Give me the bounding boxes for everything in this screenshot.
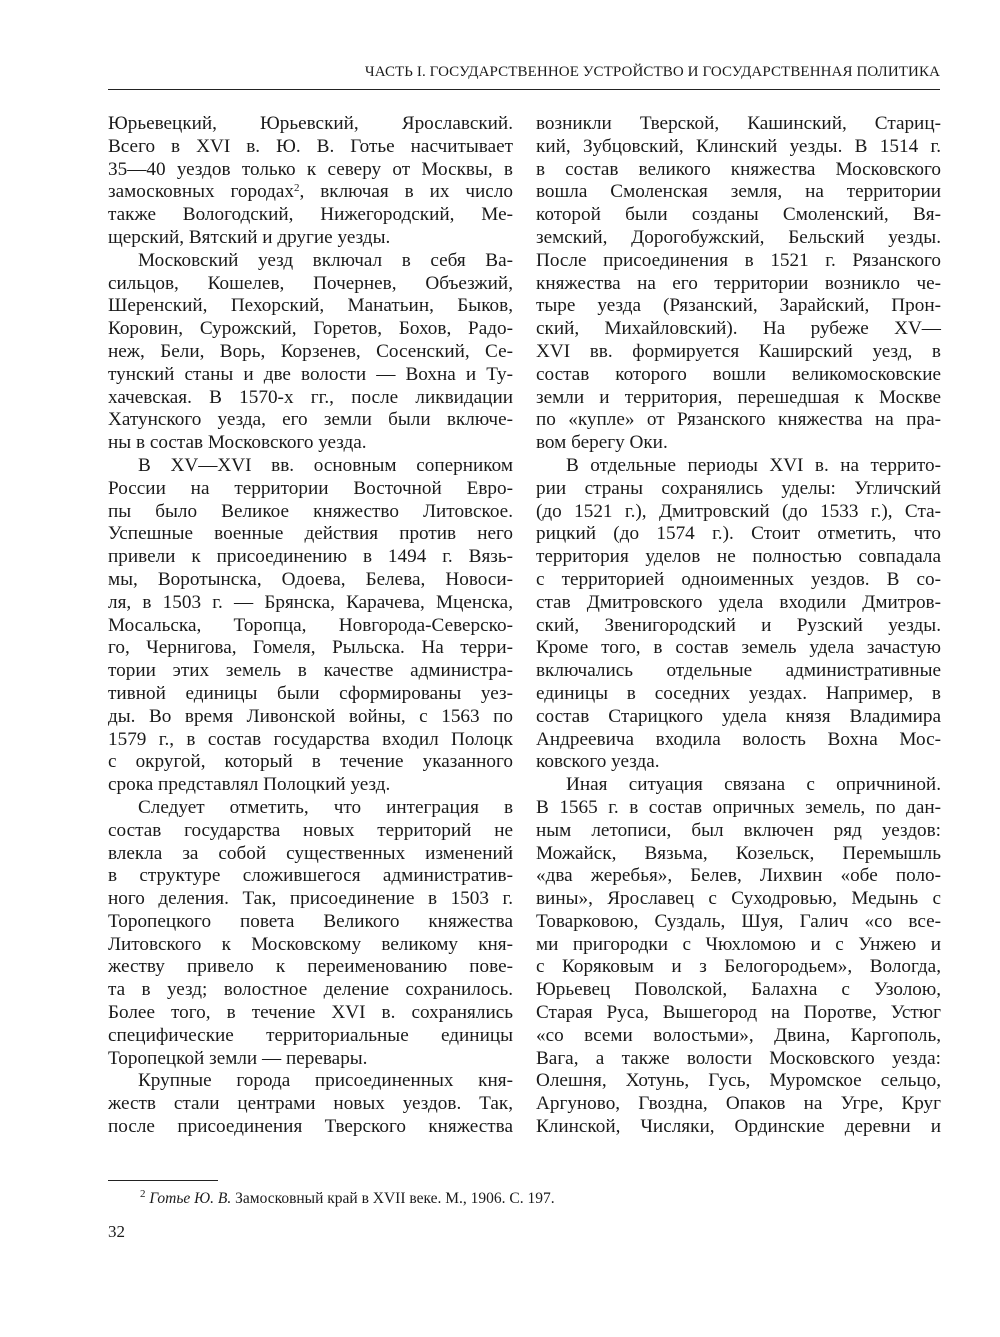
text-fragment: , включая в их число <box>299 181 513 203</box>
text-line <box>536 683 941 706</box>
text-line <box>108 1002 513 1025</box>
text-line <box>536 911 941 934</box>
line-text: ский, Михайловский). На рубеже XV— <box>536 318 941 340</box>
footnote-reference: 2 <box>293 182 300 195</box>
text-line <box>108 774 513 797</box>
footnote-author: Готье Ю. В. <box>149 1190 232 1207</box>
line-text: влекла за собой существенных изменений <box>108 842 513 864</box>
text-line <box>536 227 941 250</box>
running-header: ЧАСТЬ I. ГОСУДАРСТВЕННОЕ УСТРОЙСТВО И ГОСУДАРСТВЕННАЯ ПОЛИТИКА <box>364 64 940 80</box>
text-line <box>108 888 513 911</box>
text-line <box>536 387 941 410</box>
text-fragment: замосковных городах <box>108 181 294 203</box>
line-text: Юрьевецкий, Юрьевский, Ярославский. <box>108 113 513 134</box>
text-line <box>108 751 513 774</box>
line-text: вом берегу Оки. <box>536 432 668 454</box>
line-text: ми пригородки с Чюхломою и с Унжею и <box>536 933 941 955</box>
line-text: го, Чернигова, Гомеля, Рыльска. На терри- <box>108 637 513 659</box>
text-line <box>536 592 941 615</box>
text-line <box>536 956 941 979</box>
text-line <box>108 592 513 615</box>
line-text: Иная ситуация связана с опричниной. <box>566 774 941 796</box>
text-line <box>536 318 941 341</box>
line-text: Юрьевец Поволской, Балахна с Узолою, <box>536 979 941 1001</box>
paragraph <box>536 113 941 455</box>
text-line <box>536 706 941 729</box>
text-line <box>108 956 513 979</box>
text-line <box>536 1025 941 1048</box>
text-line <box>536 979 941 1002</box>
line-text: тории этих земель в качестве администра- <box>108 660 513 682</box>
line-text: Вага, а также волости Московского уезда: <box>536 1047 941 1069</box>
line-text: рицкий (до 1574 г.). Стоит отметить, что <box>536 523 941 545</box>
text-line <box>108 273 513 296</box>
line-text: в состав великого княжества Московского <box>536 158 941 180</box>
text-line <box>536 432 941 455</box>
line-text: земский, Дорогобужский, Бельский уезды. <box>536 226 941 248</box>
text-line <box>536 615 941 638</box>
line-text: Мосальска, Торопца, Новгорода-Северско- <box>108 614 513 636</box>
line-text: Успешные военные действия против него <box>108 523 513 545</box>
line-text: пы было Великое княжество Литовское. <box>108 500 513 522</box>
line-text: сильцов, Кошелев, Почернев, Объезжий, <box>108 272 513 294</box>
text-line <box>108 660 513 683</box>
line-text: став Дмитровского удела входили Дмитров- <box>536 591 941 613</box>
text-line <box>108 546 513 569</box>
text-line <box>108 113 513 136</box>
line-text: Шеренский, Пехорский, Манатьин, Быков, <box>108 295 513 317</box>
text-line <box>108 318 513 341</box>
line-text: жеств стали центрами новых уездов. Так, <box>108 1093 513 1115</box>
text-line <box>536 637 941 660</box>
line-text: Товарковою, Суздаль, Шуя, Галич «со все- <box>536 910 941 932</box>
header-rule <box>108 89 940 90</box>
line-text: Крупные города присоединенных кня- <box>138 1070 513 1092</box>
paragraph <box>108 113 513 250</box>
text-line <box>536 797 941 820</box>
text-line <box>108 911 513 934</box>
line-text: рии страны сохранялись уделы: Угличский <box>536 477 941 499</box>
text-line <box>108 181 513 204</box>
line-text: Московский уезд включал в себя Ва- <box>138 249 513 271</box>
text-line <box>536 478 941 501</box>
text-line <box>536 660 941 683</box>
text-line <box>108 569 513 592</box>
line-text: привели к присоединению в 1494 г. Вязь- <box>108 546 513 568</box>
line-text: «со всеми волостьми», Двина, Каргополь, <box>536 1024 941 1046</box>
line-text: Аргуново, Гвоздна, Опаков на Угре, Круг <box>536 1093 941 1115</box>
text-line <box>536 729 941 752</box>
line-text: Торопецкой земли — перевары. <box>108 1047 368 1069</box>
right-column <box>536 113 941 1139</box>
line-text: Кроме того, в состав земель удела зачастую <box>536 637 941 659</box>
text-line <box>108 478 513 501</box>
text-line <box>536 751 941 774</box>
text-line <box>108 159 513 182</box>
text-line <box>108 432 513 455</box>
text-line <box>108 934 513 957</box>
footnote-mark: 2 <box>140 1188 146 1200</box>
line-text: с округой, который в течение указанного <box>108 751 513 773</box>
line-text: княжества на его территории возникло че- <box>536 272 941 294</box>
text-line <box>108 204 513 227</box>
line-text: тивной единицы были сформированы уез- <box>108 682 513 704</box>
line-text: В 1565 г. в состав опричных земель, по дан- <box>536 796 941 818</box>
line-text: ковского уезда. <box>536 751 660 773</box>
line-text: После присоединения в 1521 г. Рязанского <box>536 249 941 271</box>
line-text: ного деления. Так, присоединение в 1503 г. <box>108 888 513 910</box>
line-text: Можайск, Вязьма, Козельск, Перемышль <box>536 842 941 864</box>
line-text: ля, в 1503 г. — Брянска, Карачева, Мценска, <box>108 591 513 613</box>
text-line <box>536 843 941 866</box>
line-text: с территорией одноименных уездов. В со- <box>536 568 941 590</box>
line-text: по «купле» от Рязанского княжества на пра- <box>536 409 941 431</box>
text-line <box>108 865 513 888</box>
text-line <box>536 865 941 888</box>
text-line <box>108 409 513 432</box>
line-text: 1579 г., в состав государства входил Полоцк <box>108 728 513 750</box>
line-text: Всего в XVI в. Ю. В. Готье насчитывает <box>108 135 513 157</box>
line-text <box>108 181 513 204</box>
text-line <box>108 387 513 410</box>
paragraph <box>108 250 513 455</box>
text-line <box>536 820 941 843</box>
line-text: мы, Воротынска, Одоева, Белева, Новоси- <box>108 568 513 590</box>
line-text: включались отдельные административные <box>536 660 941 682</box>
text-line <box>108 637 513 660</box>
text-line <box>536 774 941 797</box>
line-text: В отдельные периоды XVI в. на террито- <box>566 454 941 476</box>
line-text: та в уезд; волостное деление сохранилось. <box>108 979 513 1001</box>
text-line <box>108 1070 513 1093</box>
line-text: ны в состав Московского уезда. <box>108 432 367 454</box>
line-text: состав Старицкого удела князя Владимира <box>536 705 941 727</box>
line-text: ным летописи, был включен ряд уездов: <box>536 819 941 841</box>
paragraph <box>108 797 513 1071</box>
text-line <box>536 364 941 387</box>
text-line <box>108 501 513 524</box>
text-line <box>536 1002 941 1025</box>
line-text: после присоединения Тверского княжества <box>108 1116 513 1138</box>
text-line <box>536 159 941 182</box>
text-line <box>108 1093 513 1116</box>
line-text: с Коряковым и з Белогородьем», Вологда, <box>536 956 941 978</box>
line-text: Торопецкого повета Великого княжества <box>108 910 513 932</box>
line-text: возникли Тверской, Кашинский, Стариц- <box>536 113 941 134</box>
text-line <box>108 455 513 478</box>
line-text: Андреевича входила волость Вохна Мос- <box>536 728 941 750</box>
line-text: также Вологодский, Нижегородский, Ме- <box>108 204 513 226</box>
line-text: России на территории Восточной Евро- <box>108 477 513 499</box>
text-line <box>536 1048 941 1071</box>
text-line <box>108 729 513 752</box>
text-line <box>536 136 941 159</box>
line-text: срока представлял Полоцкий уезд. <box>108 774 391 796</box>
line-text: (до 1521 г.), Дмитровский (до 1533 г.), Ста- <box>536 500 941 522</box>
line-text: которой были созданы Смоленский, Вя- <box>536 204 941 226</box>
line-text: Более того, в течение XVI в. сохранялись <box>108 1002 513 1024</box>
text-line <box>108 227 513 250</box>
line-text: кий, Зубцовский, Клинский уезды. В 1514 г. <box>536 135 941 157</box>
paragraph <box>108 455 513 797</box>
text-line <box>536 181 941 204</box>
paragraph <box>108 1070 513 1138</box>
text-line <box>108 136 513 159</box>
line-text: 35—40 уездов только к северу от Москвы, в <box>108 158 513 180</box>
text-line <box>536 546 941 569</box>
line-text: ды. Во время Ливонской войны, с 1563 по <box>108 705 513 727</box>
text-line <box>108 1116 513 1139</box>
line-text: вошла Смоленская земля, на территории <box>536 181 941 203</box>
line-text: XVI вв. формируется Каширский уезд, в <box>536 340 941 362</box>
text-line <box>536 455 941 478</box>
text-line <box>108 979 513 1002</box>
text-line <box>108 341 513 364</box>
line-text: земли и территория, перешедшая к Москве <box>536 386 941 408</box>
line-text: состав которого вошли великомосковские <box>536 363 941 385</box>
line-text: неж, Бели, Ворь, Корзенев, Сосенский, Се- <box>108 340 513 362</box>
line-text: состав государства новых территорий не <box>108 819 513 841</box>
line-text: Коровин, Сурожский, Горетов, Бохов, Радо- <box>108 318 513 340</box>
text-line <box>536 934 941 957</box>
text-line <box>536 409 941 432</box>
text-line <box>108 295 513 318</box>
text-line <box>536 1093 941 1116</box>
text-line <box>536 523 941 546</box>
line-text: тунский станы и две волости — Вохна и Ту- <box>108 363 513 385</box>
text-line <box>108 706 513 729</box>
text-line <box>536 341 941 364</box>
line-text: Литовского к Московскому великому кня- <box>108 933 513 955</box>
page-number: 32 <box>108 1222 125 1241</box>
text-line <box>536 295 941 318</box>
text-line <box>536 1116 941 1139</box>
text-line <box>536 501 941 524</box>
line-text: в структуре сложившегося административ- <box>108 865 513 887</box>
text-line <box>108 820 513 843</box>
line-text: Старая Руса, Вышегород на Поротве, Устюг <box>536 1002 941 1024</box>
line-text: «два жеребья», Белев, Лихвин «обе поло- <box>536 865 941 887</box>
text-line <box>108 523 513 546</box>
paragraph <box>536 774 941 1139</box>
text-line <box>108 797 513 820</box>
line-text: ский, Звенигородский и Рузский уезды. <box>536 614 941 636</box>
line-text: Следует отметить, что интеграция в <box>138 796 513 818</box>
line-text: тыре уезда (Рязанский, Зарайский, Прон- <box>536 295 941 317</box>
text-line <box>536 204 941 227</box>
footnote <box>140 1190 555 1208</box>
text-line <box>536 569 941 592</box>
line-text: жеству привело к переименованию пове- <box>108 956 513 978</box>
text-line <box>536 273 941 296</box>
line-text: вины», Ярославец с Суходровью, Медынь с <box>536 888 941 910</box>
text-line <box>108 250 513 273</box>
text-line <box>108 1025 513 1048</box>
text-line <box>108 1048 513 1071</box>
line-text: щерский, Вятский и другие уезды. <box>108 226 391 248</box>
line-text: Хатунского уезда, его земли были включе- <box>108 409 513 431</box>
left-column <box>108 113 513 1139</box>
text-line <box>108 615 513 638</box>
footnote-rule <box>108 1180 218 1181</box>
line-text: В XV—XVI вв. основным соперником <box>138 454 513 476</box>
text-line <box>108 843 513 866</box>
line-text: Клинской, Числяки, Ординские деревни и <box>536 1116 941 1138</box>
footnote-text: Замосковный край в XVII веке. М., 1906. С. 197. <box>231 1190 555 1207</box>
text-line <box>536 113 941 136</box>
line-text: Олешня, Хотунь, Гусь, Муромское сельцо, <box>536 1070 941 1092</box>
text-line <box>108 364 513 387</box>
line-text: территория уделов не полностью совпадала <box>536 546 941 568</box>
text-line <box>536 250 941 273</box>
paragraph <box>536 455 941 774</box>
line-text: специфические территориальные единицы <box>108 1024 513 1046</box>
text-line <box>536 888 941 911</box>
line-text: хачевская. В 1570-х гг., после ликвидации <box>108 386 513 408</box>
text-line <box>536 1070 941 1093</box>
text-line <box>108 683 513 706</box>
line-text: единицы в соседних уездах. Например, в <box>536 682 941 704</box>
